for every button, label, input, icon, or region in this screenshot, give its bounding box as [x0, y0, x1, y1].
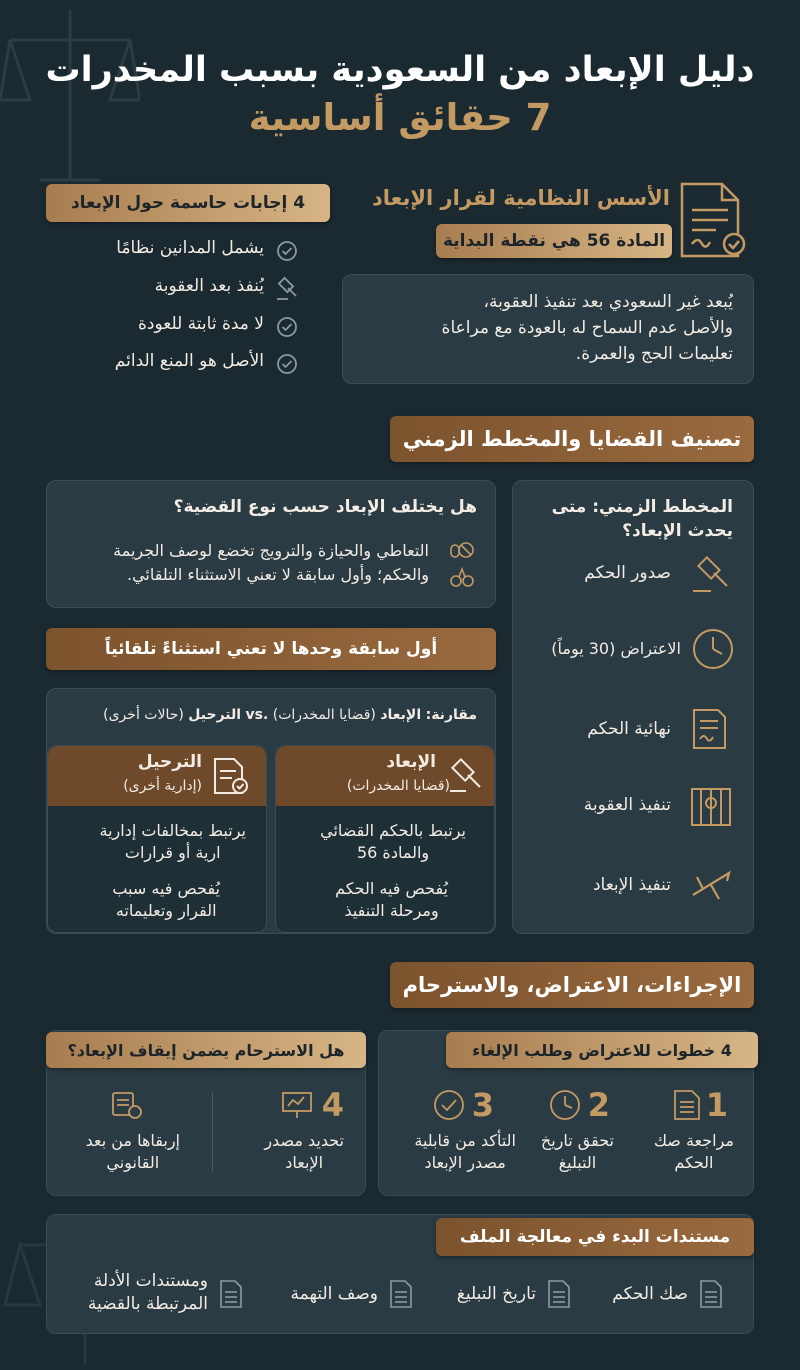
case-type-question: هل يختلف الإبعاد حسب نوع القضية؟	[173, 497, 477, 517]
handcuffs-icon	[449, 565, 475, 589]
step-3-number: 3	[471, 1086, 494, 1124]
check-circle-icon	[276, 316, 298, 338]
deport-point-1: يرتبط بالحكم القضائي والمادة 56	[320, 821, 466, 862]
section-procedures-title: الإجراءات، الاعتراض، والاسترحام	[390, 962, 754, 1008]
removal-point-2: يُفحص فيه سبب القرار وتعليماته	[112, 879, 220, 920]
case-type-text: التعاطي والحيازة والترويج تخضع لوصف الجريمة والحكم؛ وأول سابقة لا تعني الاستثناء التلقائي.	[113, 541, 429, 584]
document-icon	[672, 1088, 702, 1122]
removal-card-title: الترحيل	[137, 752, 202, 772]
removal-card-subtitle: (إدارية أخرى)	[123, 778, 202, 794]
checked-document-icon	[212, 756, 248, 796]
article-56-badge: المادة 56 هي نقطة البداية	[436, 224, 672, 258]
signed-document-icon	[691, 707, 729, 751]
document-item-2: تاريخ التبليغ	[456, 1284, 536, 1304]
document-icon	[546, 1278, 572, 1310]
removal-card	[47, 745, 267, 933]
document-item-1: صك الحكم	[612, 1284, 688, 1304]
step-1-number: 1	[705, 1086, 728, 1124]
document-item-3: وصف التهمة	[290, 1284, 378, 1304]
timeline-step-4: تنفيذ العقوبة	[583, 795, 671, 815]
timeline-heading: المخطط الزمني: متى يحدث الإبعاد؟	[551, 497, 733, 541]
clemency-heading: هل الاسترحام يضمن إيقاف الإبعاد؟	[46, 1032, 366, 1068]
divider	[212, 1092, 213, 1172]
clock-icon	[691, 627, 735, 671]
case-type-panel	[46, 480, 496, 608]
deport-point-2: يُفحص فيه الحكم ومرحلة التنفيذ	[335, 879, 448, 920]
clock-icon	[548, 1088, 582, 1122]
certificate-document-icon	[678, 180, 746, 264]
check-circle-icon	[276, 353, 298, 375]
legal-basis-panel	[342, 274, 754, 384]
step-2-label: تحقق تاريخ التبليغ	[540, 1131, 614, 1172]
page-subtitle: 7 حقائق أساسية	[248, 96, 552, 139]
first-offense-banner: أول سابقة وحدها لا تعني استثناءً تلقائياً	[46, 628, 496, 670]
check-circle-icon	[276, 240, 298, 262]
document-item-4: ومستندات الأدلة المرتبطة بالقضية	[87, 1271, 208, 1314]
section-classification-title: تصنيف القضايا والمخطط الزمني	[390, 416, 754, 462]
airplane-icon	[689, 865, 733, 905]
documents-heading: مستندات البدء في معالجة الملف	[436, 1218, 754, 1256]
answers-heading: 4 إجابات حاسمة حول الإبعاد	[46, 184, 330, 222]
answer-item-1: يشمل المدانين نظامًا	[116, 238, 264, 258]
appeal-steps-heading: 4 خطوات للاعتراض وطلب الإلغاء	[446, 1032, 758, 1068]
page-title: دليل الإبعاد من السعودية بسبب المخدرات	[45, 50, 755, 90]
step-1-label: مراجعة صك الحكم	[653, 1131, 734, 1172]
deport-card-subtitle: (قضايا المخدرات)	[346, 778, 450, 794]
legal-basis-text: يُبعد غير السعودي بعد تنفيذ العقوبة، والأصل عدم السماح له بالعودة مع مراعاة تعليمات الحج والعمرة.	[441, 292, 733, 364]
timeline-panel	[512, 480, 754, 934]
clemency-item-2-label: إربقاها من بعد القانوني	[85, 1131, 180, 1172]
clemency-item-1-number: 4	[321, 1086, 344, 1124]
document-icon	[698, 1278, 724, 1310]
answer-item-3: لا مدة ثابتة للعودة	[138, 314, 264, 334]
step-2-number: 2	[587, 1086, 610, 1124]
gavel-icon	[446, 756, 486, 796]
drug-pills-icon	[449, 539, 475, 561]
document-icon	[218, 1278, 244, 1310]
gavel-icon	[274, 276, 300, 302]
gavel-icon	[689, 555, 733, 595]
document-icon	[388, 1278, 414, 1310]
removal-point-1: يرتبط بمخالفات إدارية ارية أو قرارات	[99, 821, 246, 862]
deport-card-title: الإبعاد	[386, 752, 436, 772]
answer-item-4: الأصل هو المنع الدائم	[114, 351, 264, 371]
legal-basis-heading: الأسس النظامية لقرار الإبعاد	[372, 186, 670, 210]
timeline-step-2: الاعتراض (30 يوماً)	[551, 639, 681, 658]
timeline-step-3: نهائية الحكم	[587, 719, 671, 739]
presentation-board-icon	[280, 1090, 314, 1120]
timeline-step-5: تنفيذ الإبعاد	[592, 875, 671, 895]
check-circle-icon	[432, 1088, 466, 1122]
scales-of-justice-icon	[0, 0, 140, 190]
step-3-label: التأكد من قابلية مصدر الإبعاد	[414, 1131, 516, 1172]
deport-card	[275, 745, 495, 933]
timeline-step-1: صدور الحكم	[584, 563, 671, 583]
prison-bars-icon	[689, 785, 733, 829]
answer-item-2: يُنفذ بعد العقوبة	[154, 276, 264, 296]
comparison-caption: مقارنة: الإبعاد (قضايا المخدرات) vs. الترحيل (حالات أخرى)	[103, 707, 477, 723]
clemency-item-1-label: تحديد مصدر الإبعاد	[264, 1131, 344, 1172]
forms-icon	[110, 1090, 144, 1120]
comparison-panel	[46, 688, 496, 934]
